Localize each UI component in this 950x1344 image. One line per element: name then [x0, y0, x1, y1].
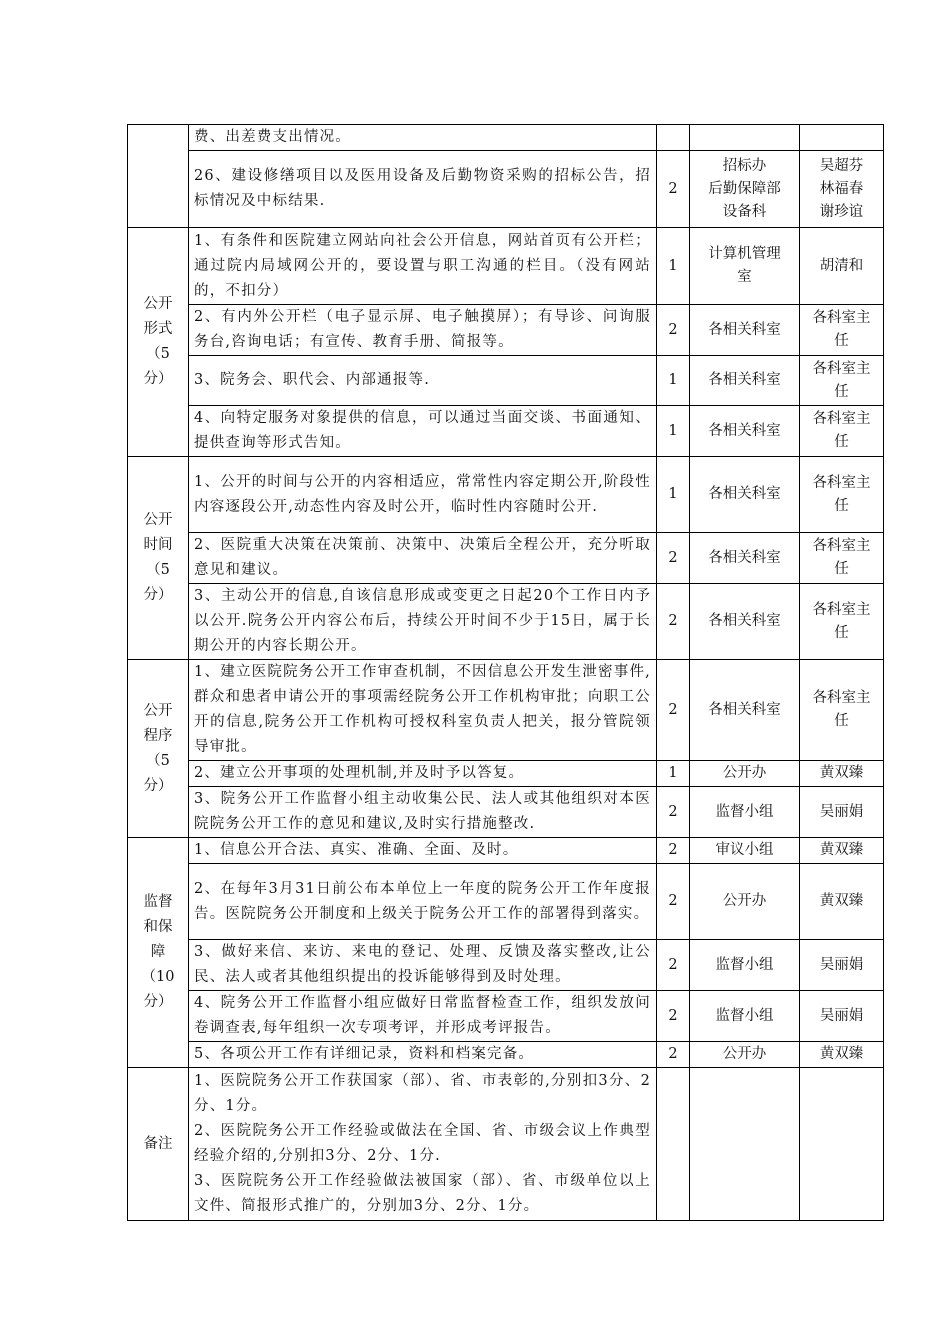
category-label-line: （5	[146, 752, 170, 769]
item-content-text: 费、出差费支出情况。	[194, 129, 351, 145]
responsible-person-cell-line: 任	[834, 434, 849, 450]
score-cell: 2	[657, 584, 690, 660]
score-cell: 1	[657, 356, 690, 406]
item-content-text: 2、有内外公开栏（电子显示屏、电子触摸屏）；有导诊、问询服务台,咨询电话；有宣传、教育手册、简报等。	[194, 309, 651, 350]
item-content-cell	[189, 991, 657, 1042]
item-content-text: 3、院务公开工作监督小组主动收集公民、法人或其他组织对本医院院务公开工作的意见和建议,及时实行措施整改.	[194, 791, 651, 832]
score-cell: 2	[657, 940, 690, 991]
category-label-line: 监督	[143, 894, 173, 910]
department-cell	[690, 125, 800, 151]
responsible-person-cell-line: 吴丽娟	[819, 1007, 864, 1024]
item-content-cell	[189, 228, 657, 305]
department-cell	[690, 991, 800, 1042]
table-body	[128, 125, 884, 1221]
category-label-line: 公开	[143, 512, 173, 528]
category-label-line: 程序	[143, 727, 173, 744]
department-cell-line: 监督小组	[715, 1007, 774, 1024]
responsible-person-cell-line: 谢珍谊	[819, 203, 864, 220]
item-content-text: 26、建设修缮项目以及医用设备及后勤物资采购的招标公告，招标情况及中标结果.	[194, 168, 651, 209]
item-content-text: 1、建立医院院务公开工作审查机制，不因信息公开发生泄密事件,群众和患者申请公开的事项需经院务公开工作机构审批；向职工公开的信息,院务公开工作机构可授权科室负责人把关，报分管院领导审批。	[194, 664, 651, 755]
department-cell-line: 各相关科室	[708, 613, 781, 629]
table-row	[128, 305, 884, 356]
category-label-line: 分）	[143, 371, 173, 387]
item-content-cell	[189, 940, 657, 991]
responsible-person-cell	[800, 991, 884, 1042]
score-cell: 2	[657, 660, 690, 761]
department-cell	[690, 787, 800, 838]
responsible-person-cell-line: 胡清和	[819, 257, 864, 274]
responsible-person-cell-line: 各科室主	[812, 474, 871, 491]
department-cell	[690, 533, 800, 584]
department-cell	[690, 660, 800, 761]
item-content-cell	[189, 125, 657, 151]
score-cell: 2	[657, 991, 690, 1042]
category-cell	[128, 457, 189, 660]
table-row	[128, 761, 884, 787]
table-row	[128, 991, 884, 1042]
item-content-cell	[189, 406, 657, 457]
table-row	[128, 838, 884, 864]
category-cell	[128, 228, 189, 457]
score-cell: 2	[657, 305, 690, 356]
responsible-person-cell-line: 各科室主	[812, 601, 871, 618]
department-cell-line: 公开办	[722, 893, 767, 909]
item-content-text: 1、有条件和医院建立网站向社会公开信息，网站首页有公开栏；通过院内局域网公开的，要设置与职工沟通的栏目。（没有网站的，不扣分）	[194, 232, 651, 299]
category-label-line: 时间	[143, 537, 173, 553]
category-label-line: （5	[146, 346, 170, 362]
table-row	[128, 787, 884, 838]
item-content-text: 5、各项公开工作有详细记录，资料和档案完备。	[194, 1046, 535, 1062]
department-cell-line: 各相关科室	[708, 422, 781, 439]
responsible-person-cell-line: 各科室主	[812, 360, 871, 377]
department-cell-line: 监督小组	[715, 803, 774, 820]
responsible-person-cell-line: 各科室主	[812, 411, 871, 427]
item-content-text: 4、向特定服务对象提供的信息，可以通过当面交谈、书面通知、提供查询等形式告知。	[194, 410, 651, 451]
responsible-person-cell	[800, 761, 884, 787]
item-content-cell	[189, 457, 657, 533]
item-content-cell	[189, 660, 657, 761]
department-cell	[690, 584, 800, 660]
department-cell	[690, 406, 800, 457]
responsible-person-cell-line: 各科室主	[812, 310, 871, 326]
category-label-line: 分）	[143, 777, 173, 794]
table-row	[128, 356, 884, 406]
department-cell-line: 监督小组	[715, 956, 774, 973]
item-content-text: 2、医院重大决策在决策前、决策中、决策后全程公开，充分听取意见和建议。	[194, 537, 651, 578]
table-row	[128, 533, 884, 584]
table-row	[128, 457, 884, 533]
table-row	[128, 228, 884, 305]
item-content-text: 3、做好来信、来访、来电的登记、处理、反馈及落实整改,让公民、法人或者其他组织提出的投诉能够得到及时处理。	[194, 944, 651, 985]
score-cell: 2	[657, 838, 690, 864]
department-cell-line: 计算机管理	[708, 246, 781, 262]
category-label-line: 和保	[143, 919, 173, 935]
item-content-cell	[189, 356, 657, 406]
responsible-person-cell	[800, 228, 884, 305]
category-cell	[128, 838, 189, 1068]
department-cell-line: 后勤保障部	[708, 180, 781, 197]
score-cell	[657, 125, 690, 151]
item-content-cell	[189, 584, 657, 660]
responsible-person-cell-line: 任	[834, 713, 849, 729]
category-label-line: 形式	[143, 321, 173, 337]
score-cell: 2	[657, 864, 690, 940]
department-cell	[690, 305, 800, 356]
department-cell-line: 设备科	[722, 203, 767, 220]
score-cell: 1	[657, 457, 690, 533]
item-content-text: 4、院务公开工作监督小组应做好日常监督检查工作，组织发放问卷调查表,每年组织一次专项考评，并形成考评报告。	[194, 995, 651, 1036]
category-label-line: 公开	[143, 702, 173, 719]
item-content-cell	[189, 838, 657, 864]
table-row	[128, 1042, 884, 1068]
responsible-person-cell	[800, 406, 884, 457]
department-cell-line: 审议小组	[715, 842, 774, 858]
score-cell: 1	[657, 228, 690, 305]
responsible-person-cell	[800, 940, 884, 991]
responsible-person-cell-line: 吴超芬	[819, 157, 864, 174]
item-content-cell	[189, 533, 657, 584]
department-cell	[690, 940, 800, 991]
department-cell-line: 各相关科室	[708, 549, 781, 566]
item-content-text: 1、公开的时间与公开的内容相适应，常常性内容定期公开,阶段性内容逐段公开,动态性内容及时公开，临时性内容随时公开.	[194, 473, 651, 515]
item-content-cell	[189, 1068, 657, 1221]
responsible-person-cell-line: 任	[834, 383, 849, 400]
responsible-person-cell-line: 任	[834, 497, 849, 514]
score-cell: 2	[657, 787, 690, 838]
score-cell: 1	[657, 406, 690, 457]
responsible-person-cell	[800, 125, 884, 151]
category-label-line: （5	[146, 562, 170, 578]
score-cell: 1	[657, 761, 690, 787]
table-row	[128, 151, 884, 228]
responsible-person-cell	[800, 1042, 884, 1068]
responsible-person-cell	[800, 305, 884, 356]
category-label-line: 公开	[143, 296, 173, 312]
item-content-cell	[189, 864, 657, 940]
responsible-person-cell	[800, 1068, 884, 1221]
table-row	[128, 1068, 884, 1221]
responsible-person-cell-line: 黄双臻	[819, 842, 864, 858]
item-content-text: 1、信息公开合法、真实、准确、全面、及时。	[194, 842, 519, 858]
category-cell	[128, 1068, 189, 1221]
responsible-person-cell	[800, 533, 884, 584]
responsible-person-cell	[800, 838, 884, 864]
responsible-person-cell-line: 任	[834, 561, 849, 577]
department-cell-line: 公开办	[722, 1046, 767, 1062]
department-cell	[690, 356, 800, 406]
responsible-person-cell-line: 黄双臻	[819, 893, 864, 909]
department-cell-line: 各相关科室	[708, 321, 781, 338]
table-row	[128, 125, 884, 151]
department-cell	[690, 864, 800, 940]
score-cell: 2	[657, 1042, 690, 1068]
item-content-text: 2、建立公开事项的处理机制,并及时予以答复。	[194, 765, 525, 781]
responsible-person-cell-line: 各科室主	[812, 690, 871, 706]
item-content-text: 2、医院院务公开工作经验或做法在全国、省、市级会议上作典型经验介绍的,分别扣3分、2分、1分.	[194, 1123, 651, 1164]
department-cell	[690, 838, 800, 864]
category-cell	[128, 660, 189, 838]
department-cell-line: 各相关科室	[708, 486, 781, 502]
disclosure-table	[127, 124, 884, 1221]
category-label-line: （10	[141, 969, 175, 985]
item-content-text: 3、医院院务公开工作经验做法被国家（部）、省、市级单位以上文件、简报形式推广的，分别加3分、2分、1分。	[194, 1173, 651, 1214]
table-row	[128, 660, 884, 761]
responsible-person-cell	[800, 457, 884, 533]
department-cell-line: 各相关科室	[708, 701, 781, 718]
table-row	[128, 406, 884, 457]
department-cell	[690, 1042, 800, 1068]
department-cell	[690, 1068, 800, 1221]
responsible-person-cell-line: 吴丽娟	[819, 956, 864, 973]
responsible-person-cell	[800, 356, 884, 406]
responsible-person-cell	[800, 864, 884, 940]
item-content-cell	[189, 151, 657, 228]
responsible-person-cell-line: 各科室主	[812, 538, 871, 554]
item-content-cell	[189, 787, 657, 838]
responsible-person-cell	[800, 660, 884, 761]
item-content-text: 3、主动公开的信息,自该信息形成或变更之日起20个工作日内予以公开.院务公开内容公布后，持续公开时间不少于15日，属于长期公开的内容长期公开。	[194, 588, 651, 654]
department-cell-line: 各相关科室	[708, 372, 781, 388]
category-label-line: 分）	[143, 994, 173, 1010]
department-cell-line: 公开办	[722, 765, 767, 781]
responsible-person-cell-line: 黄双臻	[819, 765, 864, 781]
responsible-person-cell	[800, 151, 884, 228]
department-cell-line: 招标办	[722, 157, 767, 174]
score-cell: 2	[657, 151, 690, 228]
item-content-text: 2、在每年3月31日前公布本单位上一年度的院务公开工作年度报告。医院院务公开制度和上级关于院务公开工作的部署得到落实。	[194, 880, 651, 922]
responsible-person-cell-line: 吴丽娟	[819, 803, 864, 820]
responsible-person-cell-line: 林福春	[819, 180, 864, 197]
responsible-person-cell	[800, 584, 884, 660]
department-cell	[690, 228, 800, 305]
category-label-line: 分）	[143, 587, 173, 603]
table-row	[128, 584, 884, 660]
category-cell	[128, 125, 189, 228]
table-row	[128, 864, 884, 940]
score-cell: 2	[657, 533, 690, 584]
score-cell	[657, 1068, 690, 1221]
item-content-cell	[189, 761, 657, 787]
item-content-text: 1、医院院务公开工作获国家（部）、省、市表彰的,分别扣3分、2分、1分。	[194, 1073, 651, 1114]
department-cell	[690, 151, 800, 228]
responsible-person-cell-line: 任	[834, 624, 849, 641]
responsible-person-cell-line: 黄双臻	[819, 1046, 864, 1062]
item-content-text: 3、院务会、职代会、内部通报等.	[194, 372, 431, 388]
responsible-person-cell	[800, 787, 884, 838]
item-content-cell	[189, 305, 657, 356]
category-label-line: 备注	[143, 1135, 173, 1152]
category-label-line: 障	[150, 944, 166, 960]
item-content-cell	[189, 1042, 657, 1068]
department-cell-line: 室	[737, 269, 752, 285]
table-row	[128, 940, 884, 991]
responsible-person-cell-line: 任	[834, 333, 849, 349]
department-cell	[690, 761, 800, 787]
department-cell	[690, 457, 800, 533]
